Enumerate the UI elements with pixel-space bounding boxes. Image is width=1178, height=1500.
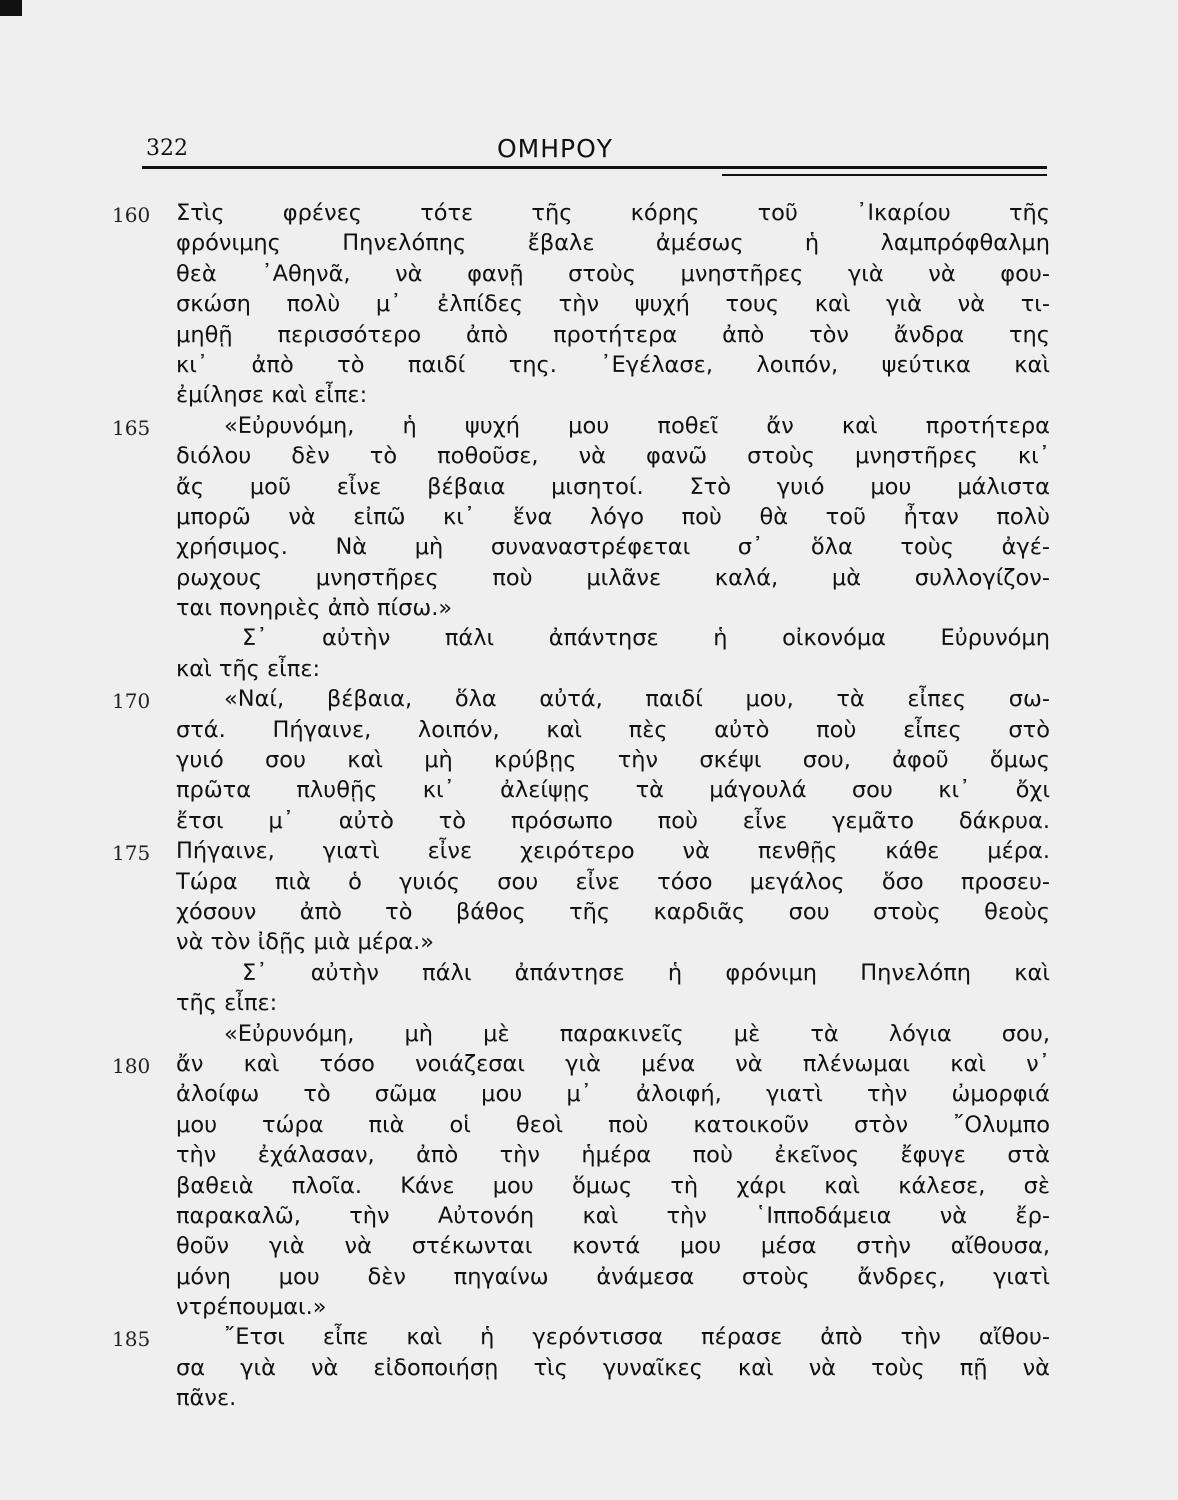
- line-text: χρήσιμος. Νὰ μὴ συναναστρέφεται σ᾿ ὅλα τοὺς ἀγέ-: [176, 534, 1050, 561]
- running-head: [142, 132, 1047, 172]
- line-text: μόνη μου δὲν πηγαίνω ἀνάμεσα στοὺς ἄνδρες, γιατὶ: [176, 1263, 1050, 1290]
- text-line: [112, 1079, 1062, 1109]
- line-text: πρῶτα πλυθῇς κι᾿ ἀλείψῃς τὰ μάγουλά σου κι᾿ ὄχι: [176, 777, 1050, 804]
- line-text: ἄν καὶ τόσο νοιάζεσαι γιὰ μένα νὰ πλένωμαι καὶ ν᾿: [176, 1050, 1050, 1077]
- line-text: θεὰ ᾿Αθηνᾶ, νὰ φανῇ στοὺς μνηστῆρες γιὰ νὰ φου-: [176, 260, 1050, 287]
- line-text: φρόνιμης Πηνελόπης ἔβαλε ἀμέσως ἡ λαμπρόφθαλμη: [176, 230, 1050, 257]
- text-line: [112, 472, 1062, 502]
- text-line: [112, 775, 1062, 805]
- line-text: σα γιὰ νὰ εἰδοποιήσῃ τὶς γυναῖκες καὶ νὰ τοὺς πῇ νὰ: [176, 1354, 1050, 1381]
- text-line: [112, 441, 1062, 471]
- text-line: [112, 927, 1062, 957]
- text-line: [112, 1292, 1062, 1322]
- line-text: μηθῇ περισσότερο ἀπὸ προτήτερα ἀπὸ τὸν ἄνδρα της: [176, 321, 1050, 348]
- scan-edge-mark: [0, 0, 22, 16]
- text-line: [112, 684, 1062, 714]
- line-text: ται πονηριὲς ἀπὸ πίσω.»: [176, 595, 453, 622]
- text-line: [112, 715, 1062, 745]
- text-line: [112, 350, 1062, 380]
- line-text: Τώρα πιὰ ὁ γυιός σου εἶνε τόσο μεγάλος ὅσο προσευ-: [176, 868, 1050, 895]
- text-line: [112, 806, 1062, 836]
- line-text: βαθειὰ πλοῖα. Κάνε μου ὅμως τὴ χάρι καὶ κάλεσε, σὲ: [176, 1172, 1050, 1199]
- line-text: «Ναί, βέβαια, ὅλα αὐτά, παιδί μου, τὰ εἶπες σω-: [224, 686, 1050, 713]
- line-number: 175: [112, 841, 151, 866]
- text-line: [112, 411, 1062, 441]
- text-line: [112, 1110, 1062, 1140]
- line-number: 170: [112, 689, 151, 714]
- book-title: ΟΜΗΡΟΥ: [497, 134, 614, 163]
- line-text: ῎Ετσι εἶπε καὶ ἡ γερόντισσα πέρασε ἀπὸ τὴν αἴθου-: [224, 1324, 1050, 1351]
- line-text: Πήγαινε, γιατὶ εἶνε χειρότερο νὰ πενθῇς κάθε μέρα.: [176, 838, 1050, 865]
- line-text: ντρέπουμαι.»: [176, 1294, 327, 1321]
- text-line: [112, 502, 1062, 532]
- line-text: ἔτσι μ᾿ αὐτὸ τὸ πρόσωπο ποὺ εἶνε γεμᾶτο δάκρυα.: [176, 807, 1050, 834]
- line-text: θοῦν γιὰ νὰ στέκωνται κοντά μου μέσα στὴν αἴθουσα,: [176, 1233, 1050, 1260]
- text-line: [112, 836, 1062, 866]
- text-line: [112, 198, 1062, 228]
- line-text: «Εὐρυνόμη, ἡ ψυχή μου ποθεῖ ἄν καὶ προτήτερα: [224, 412, 1050, 439]
- line-text: τῆς εἶπε:: [176, 990, 278, 1017]
- text-line: [112, 867, 1062, 897]
- text-line: [112, 259, 1062, 289]
- line-text: Στὶς φρένες τότε τῆς κόρης τοῦ ᾿Ικαρίου τῆς: [176, 200, 1050, 226]
- line-text: τὴν ἐχάλασαν, ἀπὸ τὴν ἡμέρα ποὺ ἐκεῖνος ἔφυγε στὰ: [176, 1142, 1050, 1169]
- line-text: διόλου δὲν τὸ ποθοῦσε, νὰ φανῶ στοὺς μνηστῆρες κι᾿: [176, 443, 1050, 470]
- text-line: [112, 593, 1062, 623]
- line-text: ρωχους μνηστῆρες ποὺ μιλᾶνε καλά, μὰ συλλογίζον-: [176, 564, 1050, 591]
- line-text: ἄς μοῦ εἶνε βέβαια μισητοί. Στὸ γυιό μου μάλιστα: [176, 473, 1050, 500]
- text-line: [112, 1262, 1062, 1292]
- text-line: [112, 654, 1062, 684]
- text-line: [112, 563, 1062, 593]
- line-text: πᾶνε.: [176, 1385, 237, 1412]
- text-line: [112, 897, 1062, 927]
- line-text: καὶ τῆς εἶπε:: [176, 655, 321, 682]
- text-line: [112, 1353, 1062, 1383]
- line-text: ἐμίλησε καὶ εἶπε:: [176, 382, 368, 409]
- text-line: [112, 228, 1062, 258]
- text-body: [112, 198, 1062, 1414]
- text-line: [112, 289, 1062, 319]
- line-text: στά. Πήγαινε, λοιπόν, καὶ πὲς αὐτὸ ποὺ εἶπες στὸ: [176, 716, 1050, 743]
- line-number: 180: [112, 1053, 151, 1078]
- line-number: 160: [112, 203, 151, 227]
- text-line: [112, 1049, 1062, 1079]
- line-text: νὰ τὸν ἰδῇς μιὰ μέρα.»: [176, 929, 435, 956]
- text-line: [112, 1383, 1062, 1413]
- line-text: μου τώρα πιὰ οἱ θεοὶ ποὺ κατοικοῦν στὸν ῎Ολυμπο: [176, 1111, 1050, 1138]
- line-number: 185: [112, 1327, 151, 1352]
- line-text: σκώση πολὺ μ᾿ ἐλπίδες τὴν ψυχή τους καὶ γιὰ νὰ τι-: [176, 291, 1050, 318]
- line-text: «Εὐρυνόμη, μὴ μὲ παρακινεῖς μὲ τὰ λόγια σου,: [224, 1020, 1050, 1047]
- line-text: χόσουν ἀπὸ τὸ βάθος τῆς καρδιᾶς σου στοὺς θεοὺς: [176, 898, 1050, 925]
- text-line: [112, 380, 1062, 410]
- line-text: ἀλοίφω τὸ σῶμα μου μ᾿ ἀλοιφή, γιατὶ τὴν ὠμορφιά: [176, 1081, 1050, 1108]
- line-number: 165: [112, 415, 151, 440]
- text-line: [112, 988, 1062, 1018]
- page-number: 322: [146, 136, 188, 161]
- text-line: [112, 1019, 1062, 1049]
- line-text: γυιό σου καὶ μὴ κρύβῃς τὴν σκέψι σου, ἀφοῦ ὅμως: [176, 747, 1050, 774]
- text-line: [112, 532, 1062, 562]
- line-text: Σ᾿ αὐτὴν πάλι ἀπάντησε ἡ φρόνιμη Πηνελόπη καὶ: [242, 959, 1050, 986]
- line-text: κι᾿ ἀπὸ τὸ παιδί της. ᾿Εγέλασε, λοιπόν, ψεύτικα καὶ: [176, 351, 1050, 378]
- text-line: [112, 958, 1062, 988]
- text-line: [112, 1201, 1062, 1231]
- header-rule-short: [722, 174, 1047, 176]
- line-text: παρακαλῶ, τὴν Αὐτονόη καὶ τὴν ῾Ιπποδάμεια νὰ ἔρ-: [176, 1202, 1050, 1229]
- line-text: Σ᾿ αὐτὴν πάλι ἀπάντησε ἡ οἰκονόμα Εὐρυνόμη: [242, 625, 1050, 652]
- text-line: [112, 320, 1062, 350]
- text-line: [112, 1231, 1062, 1261]
- text-line: [112, 623, 1062, 653]
- line-text: μπορῶ νὰ εἰπῶ κι᾿ ἕνα λόγο ποὺ θὰ τοῦ ἦταν πολὺ: [176, 503, 1050, 530]
- text-line: [112, 1171, 1062, 1201]
- text-line: [112, 1322, 1062, 1352]
- text-line: [112, 1140, 1062, 1170]
- header-rule: [142, 166, 1047, 169]
- text-line: [112, 745, 1062, 775]
